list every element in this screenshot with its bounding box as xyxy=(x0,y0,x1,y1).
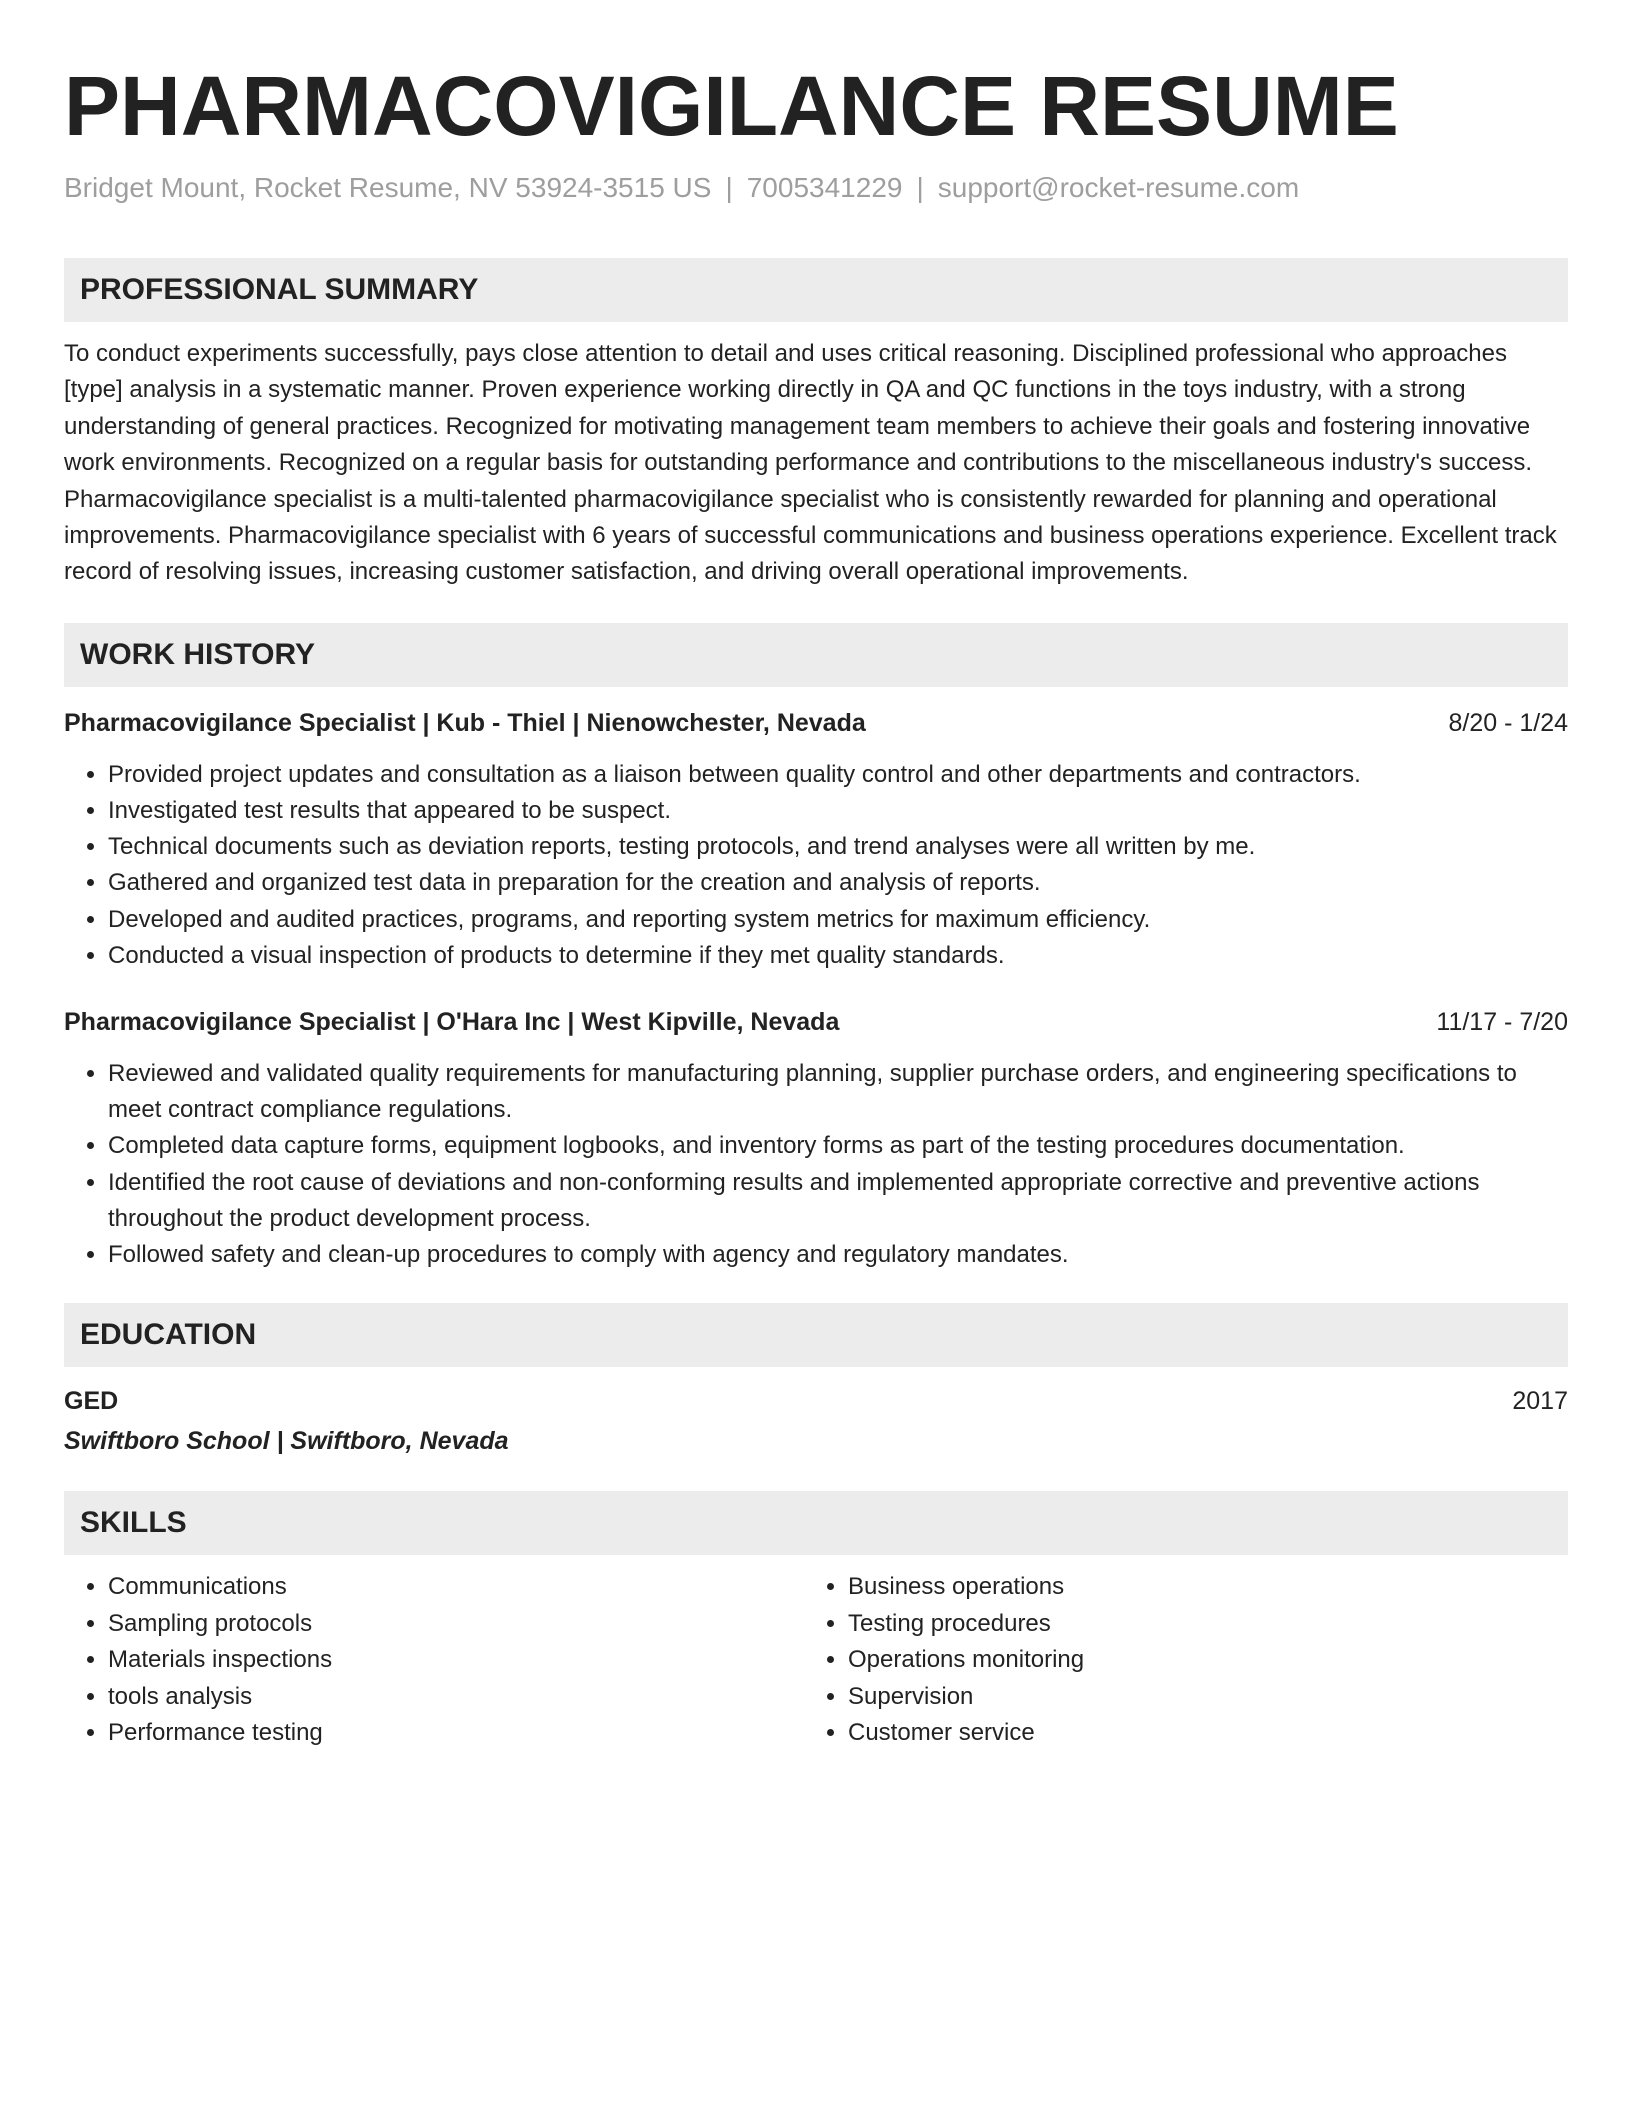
skill-item: • tools analysis xyxy=(108,1679,804,1715)
job-dates: 11/17 - 7/20 xyxy=(1436,1008,1568,1037)
contact-separator: | xyxy=(725,172,733,203)
job-entry xyxy=(64,705,1568,974)
job-bullet: • Identified the root cause of deviations and non-conforming results and implemented appropriate corrective and preventive actions throughout the product development process. xyxy=(108,1165,1568,1237)
skill-item: • Performance testing xyxy=(108,1715,804,1751)
job-dates: 8/20 - 1/24 xyxy=(1448,708,1568,737)
contact-email: support@rocket-resume.com xyxy=(937,172,1300,203)
skill-item: • Business operations xyxy=(848,1569,1544,1605)
job-bullets xyxy=(64,1056,1568,1273)
summary-text: To conduct experiments successfully, pays close attention to detail and uses critical reasoning. Disciplined professional who approaches [type] analysis in a systematic manner. Proven experience working directly in QA and QC functions in the toys industry, with a strong understanding of general practices. Recognized for motivating management team members to achieve their goals and fostering innovative work environments. Recognized on a regular basis for outstanding performance and contributions to the miscellaneous industry's success. Pharmacovigilance specialist is a multi-talented pharmacovigilance specialist who is consistently rewarded for planning and operational improvements. Pharmacovigilance specialist with 6 years of successful communications and business operations experience. Excellent track record of resolving issues, increasing customer satisfaction, and driving overall operational improvements. xyxy=(64,340,1557,586)
contact-separator: | xyxy=(916,172,924,203)
skill-item: • Supervision xyxy=(848,1679,1544,1715)
skill-item: • Customer service xyxy=(848,1715,1544,1751)
skill-item: • Testing procedures xyxy=(848,1606,1544,1642)
section-header-skills: SKILLS xyxy=(64,1491,1568,1555)
job-title: Pharmacovigilance Specialist | O'Hara Inc | West Kipville, Nevada xyxy=(64,1008,840,1037)
job-bullet: • Investigated test results that appeared to be suspect. xyxy=(108,793,1568,829)
job-bullet: • Followed safety and clean-up procedures to comply with agency and regulatory mandates. xyxy=(108,1237,1568,1273)
skill-item: • Sampling protocols xyxy=(108,1606,804,1642)
section-header-education: EDUCATION xyxy=(64,1303,1568,1367)
job-entry xyxy=(64,1004,1568,1273)
contact-phone: 7005341229 xyxy=(746,172,903,203)
job-bullet: • Technical documents such as deviation reports, testing protocols, and trend analyses were all written by me. xyxy=(108,829,1568,865)
skill-item: • Materials inspections xyxy=(108,1642,804,1678)
job-bullet: • Provided project updates and consultation as a liaison between quality control and other departments and contractors. xyxy=(108,757,1568,793)
job-bullet: • Developed and audited practices, programs, and reporting system metrics for maximum efficiency. xyxy=(108,902,1568,938)
job-bullet: • Conducted a visual inspection of products to determine if they met quality standards. xyxy=(108,938,1568,974)
job-bullet: • Reviewed and validated quality requirements for manufacturing planning, supplier purchase orders, and engineering specifications to meet contract compliance regulations. xyxy=(108,1056,1568,1128)
education-entry xyxy=(64,1383,1568,1459)
job-title-row xyxy=(64,705,1568,741)
skills-list xyxy=(64,1569,1568,1751)
resume-title: PHARMACOVIGILANCE RESUME xyxy=(64,59,1399,153)
contact-line xyxy=(64,168,1568,208)
section-header-work-history: WORK HISTORY xyxy=(64,623,1568,687)
job-bullets xyxy=(64,757,1568,974)
education-year: 2017 xyxy=(1512,1387,1568,1416)
job-title: Pharmacovigilance Specialist | Kub - Thiel | Nienowchester, Nevada xyxy=(64,708,866,737)
skills-column-left xyxy=(64,1569,804,1751)
education-school: Swiftboro School | Swiftboro, Nevada xyxy=(64,1427,509,1456)
skills-column-right xyxy=(804,1569,1544,1751)
education-degree-row xyxy=(64,1383,1568,1419)
job-bullet: • Gathered and organized test data in preparation for the creation and analysis of reports. xyxy=(108,865,1568,901)
skill-item: • Communications xyxy=(108,1569,804,1605)
skill-item: • Operations monitoring xyxy=(848,1642,1544,1678)
education-degree: GED xyxy=(64,1387,119,1416)
contact-address: Bridget Mount, Rocket Resume, NV 53924-3515 US xyxy=(64,172,712,203)
section-header-summary: PROFESSIONAL SUMMARY xyxy=(64,258,1568,322)
job-bullet: • Completed data capture forms, equipment logbooks, and inventory forms as part of the testing procedures documentation. xyxy=(108,1128,1568,1164)
job-title-row xyxy=(64,1004,1568,1040)
